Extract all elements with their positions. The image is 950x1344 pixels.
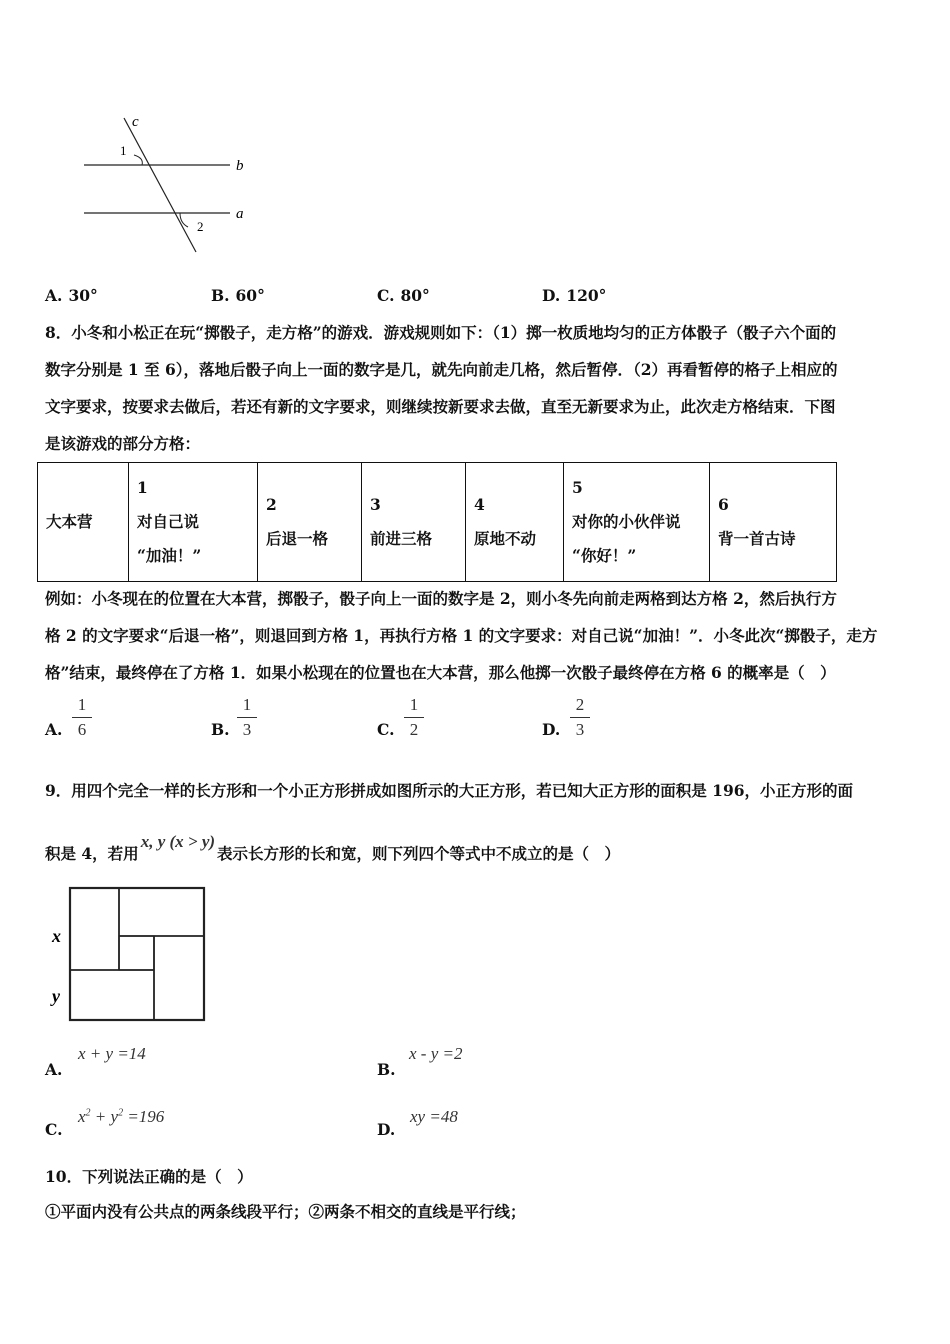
cell-2: 2 后退一格 [258,463,362,582]
cell-5: 5 对你的小伙伴说 “你好！” [564,463,710,582]
q7-option-d[interactable]: D. 120° [542,286,607,305]
q8-option-c-letter[interactable]: C. [377,720,395,739]
q7-option-a[interactable]: A. 30° [45,286,98,305]
q8-option-a-letter[interactable]: A. [45,720,63,739]
label-a: a [236,206,244,222]
q8-option-d-letter[interactable]: D. [542,720,561,739]
q8-line-4: 是该游戏的部分方格： [45,434,201,453]
q7-option-c[interactable]: C. 80° [377,286,430,305]
rectangles-square-figure [48,884,213,1026]
small-square [119,936,154,970]
line-c [124,118,196,252]
angle2-label: 2 [197,219,204,234]
cell-1: 1 对自己说 “加油！” [129,463,258,582]
q9-option-a-expr: x + y =14 [78,1044,146,1063]
label-b: b [236,158,244,174]
q9-option-c-expr: $x^2 + y^2 =196$ [78,1107,165,1126]
q8-option-d-fraction: 2 3 [570,695,590,740]
q8-example-line-1: 例如：小冬现在的位置在大本营，掷骰子，骰子向上一面的数字是 2，则小冬先向前走两格到达方格 2，然后执行方 [45,589,837,608]
q8-option-a-fraction: 1 6 [72,695,92,740]
q8-line-2: 数字分别是 1 至 6），落地后骰子向上一面的数字是几，就先向前走几格，然后暂停．（2）再看暂停的格子上相应的 [45,360,838,379]
q9-option-b-expr: x - y =2 [409,1044,463,1063]
cell-3: 3 前进三格 [362,463,466,582]
cell-base: 大本营 [38,463,129,582]
q8-option-b-fraction: 1 3 [237,695,257,740]
q9-option-c-letter[interactable]: C. [45,1120,63,1139]
label-c: c [132,114,139,130]
game-board-table [37,462,837,582]
fig-label-y: y [52,986,60,1006]
angle1-label: 1 [120,143,127,158]
q9-option-b-letter[interactable]: B. [377,1060,396,1079]
q9-line-1: 9．用四个完全一样的长方形和一个小正方形拼成如图所示的大正方形，若已知大正方形的面积是 196，小正方形的面 [45,781,854,800]
q10-line-1: 10．下列说法正确的是（ ） [45,1167,253,1186]
q10-line-2: ①平面内没有公共点的两条线段平行；②两条不相交的直线是平行线； [45,1202,526,1221]
q8-line-1: 8．小冬和小松正在玩“掷骰子，走方格”的游戏．游戏规则如下：（1）掷一枚质地均匀的正方体骰子（骰子六个面的 [45,323,837,342]
cell-4: 4 原地不动 [466,463,564,582]
q9-option-a-letter[interactable]: A. [45,1060,63,1079]
q8-option-c-fraction: 1 2 [404,695,424,740]
q8-example-line-2: 格 2 的文字要求“后退一格”，则退回到方格 1，再执行方格 1 的文字要求：对自己说“加油！”．小冬此次“掷骰子，走方 [45,626,878,645]
fig-label-x: x [52,926,61,946]
parallel-lines-figure [70,110,260,260]
q9-option-d-expr: xy =48 [410,1107,458,1126]
angle1-arc [134,155,142,165]
q8-example-line-3: 格”结束，最终停在了方格 1．如果小松现在的位置也在大本营，那么他掷一次骰子最终停在方格 6 的概率是（ ） [45,663,836,682]
q8-option-b-letter[interactable]: B. [211,720,230,739]
cell-6: 6 背一首古诗 [710,463,837,582]
big-square [70,888,204,1020]
q8-line-3: 文字要求，按要求去做后，若还有新的文字要求，则继续按新要求去做，直至无新要求为止，此次走方格结束．下图 [45,397,836,416]
q9-line-2: 积是 4，若用x, y (x > y)表示长方形的长和宽，则下列四个等式中不成立的是（ ） [45,832,621,863]
q7-option-b[interactable]: B. 60° [211,286,265,305]
q9-option-d-letter[interactable]: D. [377,1120,396,1139]
